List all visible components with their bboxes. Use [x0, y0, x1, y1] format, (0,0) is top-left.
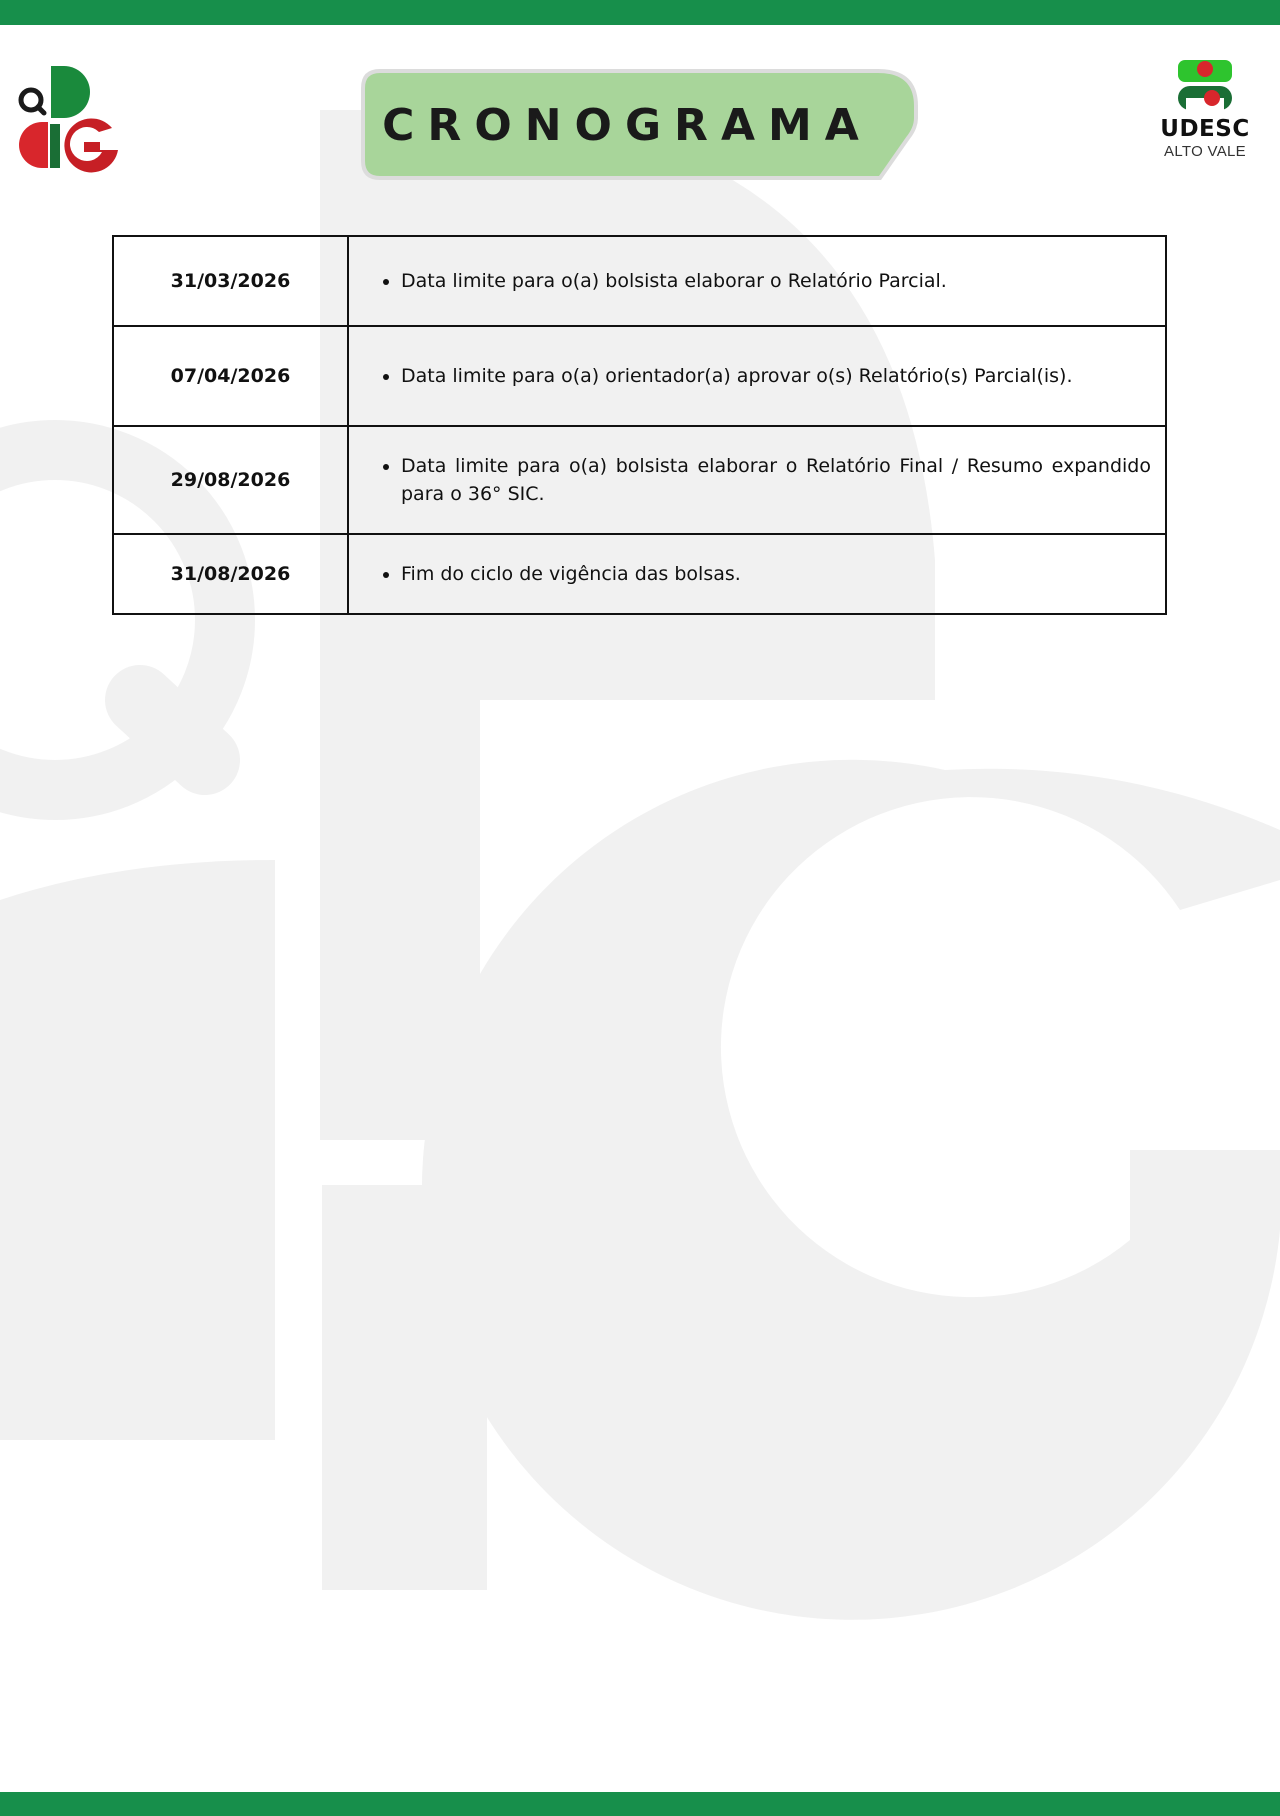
page-title-banner — [360, 68, 920, 182]
schedule-table — [112, 235, 1167, 615]
table-row — [113, 534, 1166, 614]
table-row — [113, 326, 1166, 426]
deadline-date: 29/08/2026 — [113, 426, 348, 534]
campus-name: ALTO VALE — [1164, 143, 1246, 160]
page-title: CRONOGRAMA — [382, 99, 872, 151]
pic-search-logo-icon — [14, 62, 124, 174]
deadline-description — [348, 236, 1166, 326]
list-item: • Data limite para o(a) bolsista elaborar o Relatório Parcial. — [401, 267, 1151, 295]
deadline-description — [348, 534, 1166, 614]
table-row — [113, 426, 1166, 534]
bottom-green-band — [0, 1792, 1280, 1816]
udesc-emblem-icon — [1176, 58, 1234, 112]
list-item: • Data limite para o(a) orientador(a) aprovar o(s) Relatório(s) Parcial(is). — [401, 362, 1151, 390]
table-row — [113, 236, 1166, 326]
deadline-date: 31/08/2026 — [113, 534, 348, 614]
udesc-logo — [1145, 58, 1265, 178]
pic-logo — [14, 62, 124, 174]
deadline-description — [348, 426, 1166, 534]
deadline-description — [348, 326, 1166, 426]
deadline-date: 31/03/2026 — [113, 236, 348, 326]
institution-name: UDESC — [1160, 116, 1250, 142]
deadline-date: 07/04/2026 — [113, 326, 348, 426]
list-item: • Fim do ciclo de vigência das bolsas. — [401, 560, 1151, 588]
list-item: • Data limite para o(a) bolsista elaborar o Relatório Final / Resumo expandido para o 36° SIC. — [401, 452, 1151, 508]
